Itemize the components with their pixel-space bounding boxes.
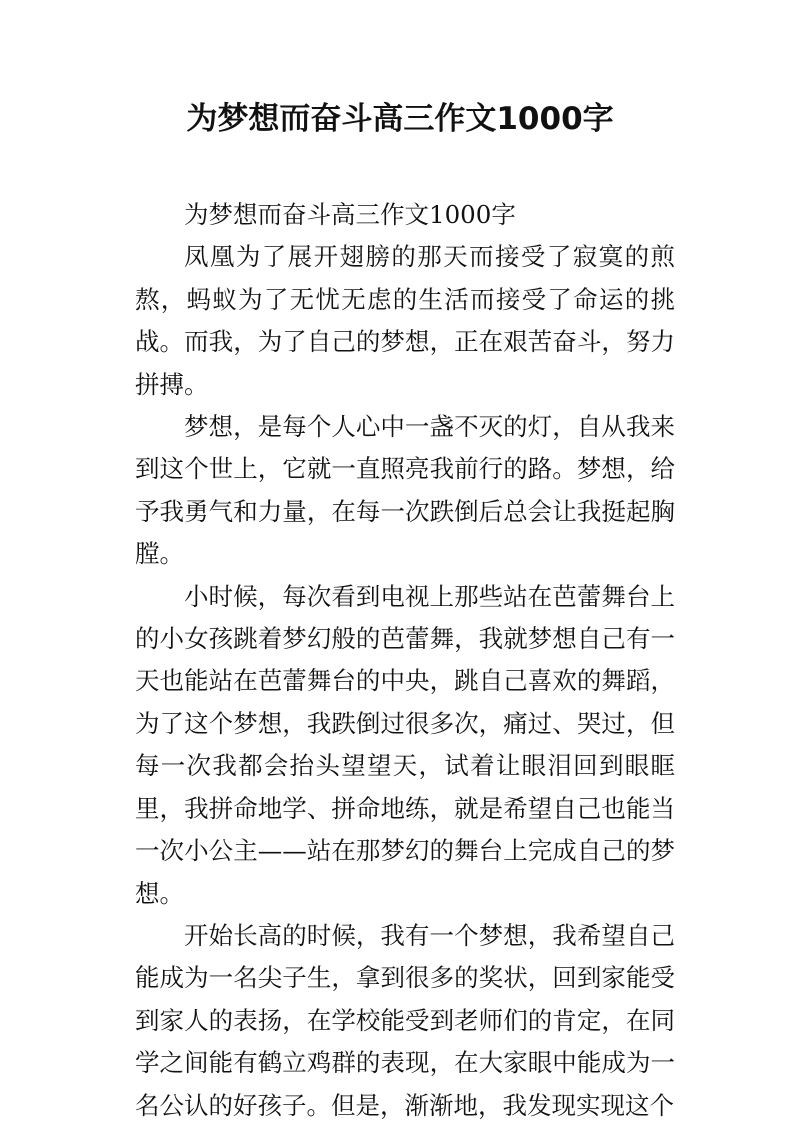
document-title: 为梦想而奋斗高三作文1000字 <box>186 101 614 137</box>
paragraph-2: 梦想，是每个人心中一盏不灭的灯，自从我来到这个世上，它就一直照亮我前行的路。梦想，给予我勇气和力量，在每一次跌倒后总会让我挺起胸膛。 <box>135 412 675 569</box>
document-body <box>135 194 675 1127</box>
paragraph-1: 凤凰为了展开翅膀的那天而接受了寂寞的煎熬，蚂蚁为了无忧无虑的生活而接受了命运的挑战。而我，为了自己的梦想，正在艰苦奋斗，努力拼搏。 <box>135 242 675 399</box>
paragraph-subtitle: 为梦想而奋斗高三作文1000字 <box>184 200 516 229</box>
paragraph-4: 开始长高的时候，我有一个梦想，我希望自己能成为一名尖子生，拿到很多的奖状，回到家能受到家人的表扬，在学校能受到老师们的肯定，在同学之间能有鹤立鸡群的表现，在大家眼中能成为一名公认的好孩子。但是，渐渐地，我发现实现这个 <box>135 920 675 1120</box>
paragraph-3: 小时候，每次看到电视上那些站在芭蕾舞台上的小女孩跳着梦幻般的芭蕾舞，我就梦想自己有一天也能站在芭蕾舞台的中央，跳自己喜欢的舞蹈，为了这个梦想，我跌倒过很多次，痛过、哭过，但每一次我都会抬头望望天，试着让眼泪回到眼眶里，我拼命地学、拼命地练，就是希望自己也能当一次小公主——站在那梦幻的舞台上完成自己的梦想。 <box>135 581 675 908</box>
